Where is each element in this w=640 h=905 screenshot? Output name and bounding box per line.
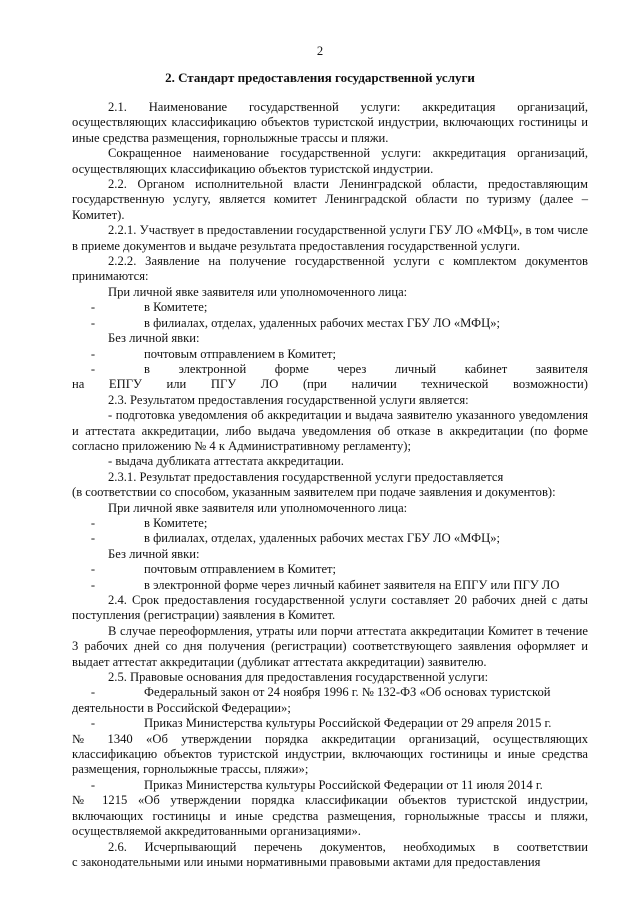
paragraph-personal-visit: При личной явке заявителя или уполномоченного лица: [108, 284, 408, 299]
document-body [72, 100, 588, 870]
paragraph-short-name: Сокращенное наименование государственной услуги: аккредитация организаций, осуществляющих классификацию объектов туристской индустрии. [72, 146, 588, 176]
paragraph-without-visit-2: Без личной явки: [108, 546, 200, 561]
page-number: 2 [316, 44, 324, 58]
paragraph-2-3-1: 2.3.1. Результат предоставления государственной услуги предоставляется [108, 469, 504, 484]
paragraph-2-3: 2.3. Результатом предоставления государственной услуги является: [108, 392, 469, 407]
paragraph-result-2: - выдача дубликата аттестата аккредитации. [108, 454, 344, 469]
law-item: - Приказ Министерства культуры Российской Федерации от 11 июля 2014 г. № 1215 «Об утверждении порядка классификации объектов туристской индустрии, включающих гостиницы и иные средства размещения, горнолыжные трассы и пляжи, осуществляемой аккредитованными организациями». [72, 777, 588, 839]
paragraph-2-1-first-line: 2.1. Наименование государственной услуги: аккредитация организаций, [108, 100, 588, 114]
paragraph-reissue: В случае переоформления, утраты или порчи аттестата аккредитации Комитет в течение 3 рабочих дней со дня получения (регистрации) соответствующего заявления оформляет и выдает аттестат аккредитации (дубликат аттестата аккредитации) заявителю. [72, 623, 588, 669]
list-item: - в Комитете; [90, 515, 208, 530]
section-heading: 2. Стандарт предоставления государственной услуги [165, 70, 475, 85]
paragraph-2-2: 2.2. Органом исполнительной власти Ленинградской области, предоставляющим государственную услугу, является комитет Ленинградской области по туризму (далее – Комитет). [72, 177, 588, 222]
paragraph-without-visit: Без личной явки: [108, 331, 200, 346]
list-item: - в электронной форме через личный кабинет заявителя на ЕПГУ или ПГУ ЛО [90, 577, 560, 592]
list-item: - в филиалах, отделах, удаленных рабочих местах ГБУ ЛО «МФЦ»; [90, 315, 501, 330]
list-item: - в Комитете; [90, 300, 208, 315]
paragraph-result-1: - подготовка уведомления об аккредитации и выдача заявителю указанного уведомления и аттестата аккредитации, либо выдача уведомления об отказе в аккредитации (по форме согласно приложению № 4 к Административному регламенту); [72, 408, 588, 453]
paragraph-2-6: 2.6. Исчерпывающий перечень документов, необходимых в соответствии с законодательными или иными нормативными правовыми актами для предоставления [72, 839, 588, 869]
paragraph-2-4: 2.4. Срок предоставления государственной услуги составляет 20 рабочих дней с даты поступления (регистрации) заявления в Комитет. [72, 593, 588, 623]
paragraph-2-2-2: 2.2.2. Заявление на получение государственной услуги с комплектом документов принимаются: [72, 254, 588, 284]
paragraph-2-5: 2.5. Правовые основания для предоставления государственной услуги: [108, 670, 489, 685]
list-item: - в филиалах, отделах, удаленных рабочих местах ГБУ ЛО «МФЦ»; [90, 531, 501, 546]
paragraph-method: (в соответствии со способом, указанным заявителем при подаче заявления и документов): [72, 485, 556, 500]
law-item: - Приказ Министерства культуры Российской Федерации от 29 апреля 2015 г. № 1340 «Об утверждении порядка аккредитации организаций, осуществляющих классификацию объектов туристской индустрии, включающих гостиницы и иные средства размещения, горнолыжные трассы, пляжи»; [72, 716, 588, 777]
list-item: - почтовым отправлением в Комитет; [90, 346, 337, 361]
paragraph-2-1-rest: осуществляющих классификацию объектов туристской индустрии, включающих гостиницы и иные средства размещения, горнолыжные трассы и пляжи. [72, 115, 588, 145]
paragraph-2-1 [72, 100, 588, 146]
list-item-electronic: - в электронной форме через личный кабинет заявителя на ЕПГУ или ПГУ ЛО (при наличии технической возможности) [72, 361, 588, 392]
list-item: - почтовым отправлением в Комитет; [90, 562, 337, 577]
paragraph-personal-visit-2: При личной явке заявителя или уполномоченного лица: [108, 500, 408, 515]
paragraph-2-2-1: 2.2.1. Участвует в предоставлении государственной услуги ГБУ ЛО «МФЦ», в том числе в приеме документов и выдаче результата предоставления государственной услуги. [72, 223, 588, 253]
law-item: - Федеральный закон от 24 ноября 1996 г. № 132-ФЗ «Об основах туристской деятельности в Российской Федерации»; [72, 685, 551, 715]
